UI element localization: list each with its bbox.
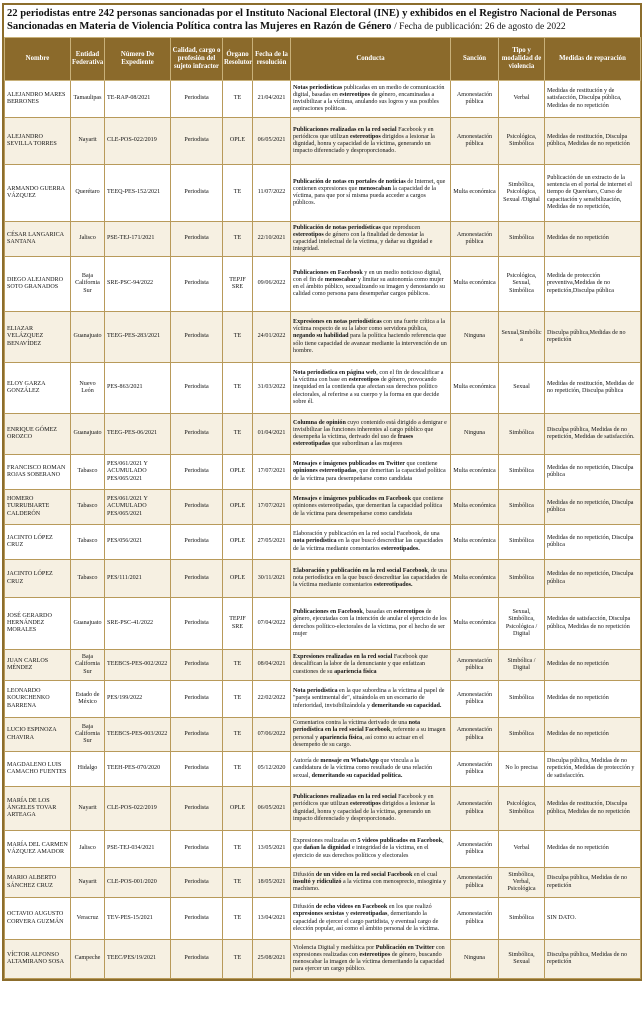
cell-entidad: Nuevo León <box>71 363 105 414</box>
cell-fecha: 06/05/2021 <box>253 787 291 831</box>
cell-entidad: Tamaulipas <box>71 81 105 118</box>
cell-medidas: Disculpa pública, Medidas de no repetición <box>545 868 641 898</box>
column-header: Entidad Federativa <box>71 38 105 81</box>
cell-expediente: TEEG-PES-283/2021 <box>105 312 171 363</box>
cell-sancion: Ninguna <box>451 940 499 979</box>
cell-tipo: Simbólica, Sexual <box>499 940 545 979</box>
cell-tipo: Psicológica, Simbólica <box>499 118 545 165</box>
cell-expediente: CLE-POS-001/2020 <box>105 868 171 898</box>
cell-medidas: Medidas de no repetición <box>545 650 641 681</box>
cell-nombre: MARIO ALBERTO SÁNCHEZ CRUZ <box>5 868 71 898</box>
cell-expediente: TEEBCS-PES-002/2022 <box>105 650 171 681</box>
cell-entidad: Veracruz <box>71 898 105 940</box>
table-row <box>5 681 641 718</box>
cell-sancion: Amonestación pública <box>451 222 499 257</box>
column-header: Fecha de la resolución <box>253 38 291 81</box>
cell-calidad: Periodista <box>171 831 223 868</box>
cell-nombre: ARMANDO GUERRA VÁZQUEZ <box>5 165 71 222</box>
cell-fecha: 07/04/2022 <box>253 598 291 650</box>
table-row <box>5 752 641 787</box>
cell-conducta: Publicaciones realizadas en la red social Facebook y en periódicos que utilizan estereotipos dirigidos a lesionar la dignidad, honra y capacidad de la víctima, generando un impacto diferenciado y desproporcionado. <box>291 118 451 165</box>
cell-organo: OPLE <box>223 455 253 490</box>
table-row <box>5 257 641 312</box>
cell-tipo: Simbólica <box>499 222 545 257</box>
cell-entidad: Baja California Sur <box>71 650 105 681</box>
cell-medidas: Medida de protección preventiva,Medidas de no repetición,Disculpa pública <box>545 257 641 312</box>
cell-sancion: Multa económica <box>451 560 499 598</box>
cell-organo: TE <box>223 363 253 414</box>
cell-tipo: Simbólica <box>499 455 545 490</box>
cell-conducta: Difusión de echo videos en Facebook en los que realizó expresiones sexistas y estereotipadas, demeritando la capacidad de ejercer el cargo partidista, y eventual cargo de elección popular, así como el ámbito personal de la víctima. <box>291 898 451 940</box>
cell-fecha: 07/06/2022 <box>253 718 291 752</box>
cell-organo: OPLE <box>223 560 253 598</box>
cell-conducta: Publicaciones en Facebook, basadas en estereotipos de género, ejecutadas con la intención de anular el ejercicio de los derechos político-electorales de la víctima, por el hecho de ser mujer <box>291 598 451 650</box>
cell-medidas: Medidas de restitución, Medidas de no repetición, Disculpa pública <box>545 363 641 414</box>
cell-sancion: Multa económica <box>451 490 499 525</box>
cell-organo: OPLE <box>223 118 253 165</box>
cell-fecha: 17/07/2021 <box>253 490 291 525</box>
cell-sancion: Amonestación pública <box>451 898 499 940</box>
cell-conducta: Publicaciones realizadas en la red social Facebook y en periódicos que utilizan estereotipos dirigidos a lesionar la dignidad, honra y capacidad de la víctima, generando un impacto diferenciado y desproporcionado. <box>291 787 451 831</box>
cell-tipo: Simbólica <box>499 718 545 752</box>
cell-fecha: 31/03/2022 <box>253 363 291 414</box>
cell-conducta: Difusión de un video en la red social Facebook en el cual insultó y ridiculizó a la víctima con menosprecio, misoginia y machismo. <box>291 868 451 898</box>
cell-fecha: 01/04/2021 <box>253 414 291 455</box>
cell-fecha: 17/07/2021 <box>253 455 291 490</box>
cell-calidad: Periodista <box>171 363 223 414</box>
cell-conducta: Elaboración y publicación en la red social Facebook, de una nota periodística en la que buscó descreditar las capacidades de la víctima mediante comentarios estereotipados. <box>291 560 451 598</box>
cell-expediente: SRE-PSC-94/2022 <box>105 257 171 312</box>
title-text: 22 periodistas entre 242 personas sancionadas por el Instituto Nacional Electoral (INE) y exhibidos en el Registro Nacional de Personas Sancionadas en Materia de Violencia Política contra las Mujeres en Razón de Género <box>7 8 617 32</box>
cell-entidad: Guanajuato <box>71 598 105 650</box>
cell-expediente: PES/199/2022 <box>105 681 171 718</box>
cell-organo: TE <box>223 650 253 681</box>
table-body <box>5 81 641 979</box>
cell-tipo: Simbólica <box>499 681 545 718</box>
table-row <box>5 414 641 455</box>
column-header: Nombre <box>5 38 71 81</box>
cell-tipo: Simbólica <box>499 490 545 525</box>
cell-organo: OPLE <box>223 525 253 560</box>
cell-medidas: Medidas de no repetición, Disculpa pública <box>545 525 641 560</box>
cell-medidas: Disculpa pública,Medidas de no repetición <box>545 312 641 363</box>
column-header: Medidas de reparación <box>545 38 641 81</box>
cell-entidad: Baja California Sur <box>71 257 105 312</box>
table-header-row <box>5 38 641 81</box>
table-row <box>5 363 641 414</box>
cell-organo: TE <box>223 165 253 222</box>
cell-fecha: 22/10/2021 <box>253 222 291 257</box>
cell-fecha: 13/04/2021 <box>253 898 291 940</box>
cell-medidas: Medidas de no repetición <box>545 831 641 868</box>
cell-conducta: Mensajes e imágenes publicados en Facebook que contiene opiniones estereotipadas, que demeritan la capacidad política de la víctima para desempeñarse como candidata <box>291 490 451 525</box>
cell-entidad: Querétaro <box>71 165 105 222</box>
cell-medidas: Medidas de restitución, Disculpa pública, Medidas de no repetición <box>545 118 641 165</box>
cell-expediente: TEEC/PES/19/2021 <box>105 940 171 979</box>
cell-conducta: Violencia Digital y mediática por Publicación en Twitter con expresiones realizadas con estereotipos de género, buscando menoscabar la imagen de la víctima demeritando la capacidad para ejercer un cargo público. <box>291 940 451 979</box>
cell-calidad: Periodista <box>171 118 223 165</box>
cell-tipo: No lo precisa <box>499 752 545 787</box>
cell-sancion: Amonestación pública <box>451 118 499 165</box>
table-row <box>5 118 641 165</box>
cell-conducta: Elaboración y publicación en la red social Facebook, de una nota periodística en la que buscó descreditar las capacidades de la víctima mediante comentarios estereotipados. <box>291 525 451 560</box>
cell-conducta: Expresiones realizadas en la red social Facebook que descalifican la labor de la denunciante y que enfatizan cuestiones de su apariencia física <box>291 650 451 681</box>
cell-fecha: 27/05/2021 <box>253 525 291 560</box>
cell-nombre: OCTAVIO AUGUSTO CORVERA GUZMÁN <box>5 898 71 940</box>
cell-calidad: Periodista <box>171 940 223 979</box>
cell-conducta: Autoría de mensaje en WhatsApp que vincula a la candidatura de la víctima como resultado de una relación sexual, demeritando su capacidad política. <box>291 752 451 787</box>
cell-sancion: Multa económica <box>451 165 499 222</box>
cell-expediente: CLE-POS-022/2019 <box>105 787 171 831</box>
cell-nombre: LUCIO ESPINOZA CHAVIRA <box>5 718 71 752</box>
cell-organo: TE <box>223 681 253 718</box>
cell-nombre: ELOY GARZA GONZÁLEZ <box>5 363 71 414</box>
column-header: Calidad, cargo o profesión del sujeto infractor <box>171 38 223 81</box>
cell-expediente: PES-863/2021 <box>105 363 171 414</box>
cell-medidas: Disculpa pública, Medidas de no repetición <box>545 940 641 979</box>
cell-calidad: Periodista <box>171 868 223 898</box>
cell-fecha: 21/04/2021 <box>253 81 291 118</box>
cell-entidad: Hidalgo <box>71 752 105 787</box>
cell-expediente: TEEG-PES-06/2021 <box>105 414 171 455</box>
cell-calidad: Periodista <box>171 525 223 560</box>
cell-calidad: Periodista <box>171 257 223 312</box>
cell-nombre: HOMERO TURRUBIARTE CALDERÓN <box>5 490 71 525</box>
cell-sancion: Multa económica <box>451 257 499 312</box>
cell-fecha: 30/11/2021 <box>253 560 291 598</box>
cell-nombre: MARÍA DE LOS ÁNGELES TOVAR ARTEAGA <box>5 787 71 831</box>
table-row <box>5 598 641 650</box>
cell-entidad: Jalisco <box>71 222 105 257</box>
cell-entidad: Nayarit <box>71 787 105 831</box>
cell-medidas: Medidas de no repetición, Disculpa pública <box>545 455 641 490</box>
cell-nombre: JACINTO LÓPEZ CRUZ <box>5 525 71 560</box>
cell-entidad: Guanajuato <box>71 312 105 363</box>
cell-sancion: Ninguna <box>451 312 499 363</box>
cell-expediente: TEEBCS-PES-003/2022 <box>105 718 171 752</box>
cell-organo: TE <box>223 868 253 898</box>
cell-calidad: Periodista <box>171 312 223 363</box>
cell-sancion: Multa económica <box>451 455 499 490</box>
cell-organo: TE <box>223 718 253 752</box>
cell-expediente: PSE-TEJ-034/2021 <box>105 831 171 868</box>
cell-calidad: Periodista <box>171 81 223 118</box>
column-header: Órgano Resolutor <box>223 38 253 81</box>
cell-expediente: PES/061/2021 Y ACUMULADO PES/065/2021 <box>105 455 171 490</box>
cell-medidas: Medidas de no repetición <box>545 718 641 752</box>
cell-calidad: Periodista <box>171 414 223 455</box>
cell-entidad: Nayarit <box>71 118 105 165</box>
cell-fecha: 25/08/2021 <box>253 940 291 979</box>
cell-calidad: Periodista <box>171 560 223 598</box>
cell-conducta: Nota periodística en la que subordina a la víctima al papel de "pareja sentimental de", situándola en un escenario de inferioridad, invisibilizándola y demeritando su capacidad. <box>291 681 451 718</box>
table-row <box>5 490 641 525</box>
cell-expediente: PES/056/2021 <box>105 525 171 560</box>
cell-fecha: 13/05/2021 <box>253 831 291 868</box>
cell-conducta: Expresiones realizadas en 5 videos publicados en Facebook, que dañan la dignidad e integridad de la víctima, en el ejercicio de sus derechos políticos y electorales <box>291 831 451 868</box>
cell-expediente: CLE-POS-022/2019 <box>105 118 171 165</box>
cell-nombre: ENRIQUE GÓMEZ OROZCO <box>5 414 71 455</box>
cell-expediente: SRE-PSC-41/2022 <box>105 598 171 650</box>
cell-tipo: Simbólica <box>499 414 545 455</box>
cell-organo: OPLE <box>223 787 253 831</box>
document-title <box>4 5 640 37</box>
cell-entidad: Tabasco <box>71 490 105 525</box>
sanctions-table <box>4 37 641 979</box>
cell-sancion: Amonestación pública <box>451 787 499 831</box>
cell-expediente: PSE-TEJ-171/2021 <box>105 222 171 257</box>
cell-entidad: Tabasco <box>71 525 105 560</box>
cell-nombre: ELIAZAR VELÁZQUEZ BENAVÍDEZ <box>5 312 71 363</box>
table-row <box>5 650 641 681</box>
table-row <box>5 718 641 752</box>
cell-entidad: Tabasco <box>71 455 105 490</box>
cell-sancion: Amonestación pública <box>451 831 499 868</box>
column-header: Sanción <box>451 38 499 81</box>
table-row <box>5 940 641 979</box>
cell-tipo: Simbólica, Verbal, Psicológica <box>499 868 545 898</box>
cell-conducta: Publicación de notas periodísticas que reproducen estereotipos de género con la finalidad de denostar la capacidad intelectual de la víctima, y dañar su dignidad e integridad. <box>291 222 451 257</box>
cell-calidad: Periodista <box>171 681 223 718</box>
cell-tipo: Simbólica <box>499 525 545 560</box>
column-header: Número De Expediente <box>105 38 171 81</box>
cell-nombre: FRANCISCO ROMAN ROJAS SOBERANO <box>5 455 71 490</box>
cell-calidad: Periodista <box>171 490 223 525</box>
column-header: Tipo y modalidad de violencia <box>499 38 545 81</box>
cell-medidas: Medidas de satisfacción, Disculpa pública, Medidas de no repetición <box>545 598 641 650</box>
cell-medidas: Publicación de un extracto de la sentencia en el portal de internet el tiempo de Querétaro, Curso de capacitación y sensibilización, Medidas de no repetición, <box>545 165 641 222</box>
cell-fecha: 18/05/2021 <box>253 868 291 898</box>
cell-entidad: Tabasco <box>71 560 105 598</box>
table-row <box>5 455 641 490</box>
table-row <box>5 831 641 868</box>
cell-calidad: Periodista <box>171 455 223 490</box>
cell-fecha: 24/01/2022 <box>253 312 291 363</box>
cell-medidas: Medidas de no repetición <box>545 681 641 718</box>
table-row <box>5 222 641 257</box>
cell-calidad: Periodista <box>171 165 223 222</box>
table-row <box>5 165 641 222</box>
column-header: Conducta <box>291 38 451 81</box>
cell-conducta: Columna de opinión cuyo contenido está dirigido a denigrar e invisibilizar las funciones inherentes al cargo público que desempeña la víctima, derivado del uso de frases estereotipadas que subordinan a las mujeres <box>291 414 451 455</box>
cell-medidas: Medidas de restitución y de satisfacción, Disculpa pública, Medidas de no repetición <box>545 81 641 118</box>
cell-nombre: JACINTO LÓPEZ CRUZ <box>5 560 71 598</box>
cell-sancion: Multa económica <box>451 598 499 650</box>
cell-tipo: Simbólica / Digital <box>499 650 545 681</box>
cell-entidad: Campeche <box>71 940 105 979</box>
cell-organo: TE <box>223 752 253 787</box>
cell-sancion: Ninguna <box>451 414 499 455</box>
cell-tipo: Simbólica <box>499 560 545 598</box>
cell-sancion: Multa económica <box>451 363 499 414</box>
cell-conducta: Mensajes e imágenes publicados en Twitter que contiene opiniones estereotipadas, que demeritan la capacidad política de la víctima para desempeñarse como candidata <box>291 455 451 490</box>
cell-sancion: Amonestación pública <box>451 81 499 118</box>
cell-tipo: Verbal <box>499 81 545 118</box>
cell-organo: TE <box>223 414 253 455</box>
cell-entidad: Nayarit <box>71 868 105 898</box>
cell-tipo: Psicológica, Sexual, Simbólica <box>499 257 545 312</box>
cell-calidad: Periodista <box>171 898 223 940</box>
cell-medidas: Disculpa pública, Medidas de no repetición, Medidas de protección y de satisfacción. <box>545 752 641 787</box>
cell-calidad: Periodista <box>171 222 223 257</box>
cell-nombre: MAGDALENO LUIS CAMACHO FUENTES <box>5 752 71 787</box>
cell-entidad: Estado de México <box>71 681 105 718</box>
cell-sancion: Amonestación pública <box>451 752 499 787</box>
cell-organo: TE <box>223 222 253 257</box>
cell-nombre: JOSÉ GERARDO HERNÁNDEZ MORALES <box>5 598 71 650</box>
cell-calidad: Periodista <box>171 752 223 787</box>
cell-sancion: Amonestación pública <box>451 650 499 681</box>
cell-tipo: Simbólica <box>499 898 545 940</box>
cell-medidas: Medidas de no repetición, Disculpa pública <box>545 490 641 525</box>
cell-nombre: JUAN CARLOS MÉNDEZ <box>5 650 71 681</box>
cell-medidas: Disculpa pública, Medidas de no repetición, Medidas de satisfacción. <box>545 414 641 455</box>
table-row <box>5 525 641 560</box>
table-row <box>5 787 641 831</box>
cell-expediente: PES/061/2021 Y ACUMULADO PES/065/2021 <box>105 490 171 525</box>
cell-sancion: Multa económica <box>451 525 499 560</box>
cell-fecha: 08/04/2021 <box>253 650 291 681</box>
table-row <box>5 868 641 898</box>
cell-tipo: Sexual <box>499 363 545 414</box>
cell-conducta: Nota periodística en página web, con el fin de descalificar a la víctima con base en estereotipos de género, provocando inequidad en la contienda que afectan sus derechos político electorales, al referirse a su cuerpo y la forma en que decide sobre él. <box>291 363 451 414</box>
cell-sancion: Amonestación pública <box>451 718 499 752</box>
cell-medidas: Medidas de restitución, Disculpa pública, Medidas de no repetición <box>545 787 641 831</box>
cell-nombre: ALEJANDRO MARES BERRONES <box>5 81 71 118</box>
cell-organo: TEPJF SRE <box>223 598 253 650</box>
document-frame <box>2 3 642 981</box>
cell-nombre: MARÍA DEL CARMEN VÁZQUEZ AMADOR <box>5 831 71 868</box>
cell-organo: TE <box>223 898 253 940</box>
cell-calidad: Periodista <box>171 650 223 681</box>
cell-tipo: Sexual, Simbólica, Psicológica / Digital <box>499 598 545 650</box>
cell-conducta: Expresiones en notas periodísticas con una fuerte crítica a la víctima respecto de su la labor como servidora pública, negando su habilidad para la política haciendo referencia que sólo tiene capacidad de avanzar mediante la intervención de un hombre. <box>291 312 451 363</box>
cell-entidad: Jalisco <box>71 831 105 868</box>
table-row <box>5 81 641 118</box>
table-row <box>5 560 641 598</box>
cell-expediente: TE-RAP-08/2021 <box>105 81 171 118</box>
cell-organo: TE <box>223 312 253 363</box>
cell-entidad: Guanajuato <box>71 414 105 455</box>
cell-sancion: Amonestación pública <box>451 868 499 898</box>
cell-conducta: Comentarios contra la víctima derivado de una nota periodística en la red social Facebook, referente a su imagen personal y apariencia física, así como su actuar en el desempeño de su cargo. <box>291 718 451 752</box>
cell-tipo: Sexual,Simbólica <box>499 312 545 363</box>
cell-nombre: DIEGO ALEJANDRO SOTO GRANADOS <box>5 257 71 312</box>
cell-conducta: Publicación de notas en portales de noticias de Internet, que contienen expresiones que menoscaban la capacidad de la víctima, para que por sí misma pueda acceder a cargos públicos. <box>291 165 451 222</box>
cell-fecha: 05/12/2020 <box>253 752 291 787</box>
cell-fecha: 22/02/2022 <box>253 681 291 718</box>
cell-expediente: PES/111/2021 <box>105 560 171 598</box>
cell-calidad: Periodista <box>171 598 223 650</box>
cell-organo: TE <box>223 831 253 868</box>
cell-expediente: TEV-PES-15/2021 <box>105 898 171 940</box>
cell-tipo: Simbólica, Psicológica, Sexual /Digital <box>499 165 545 222</box>
table-row <box>5 898 641 940</box>
cell-entidad: Baja California Sur <box>71 718 105 752</box>
cell-conducta: Notas periodísticas publicadas en un medio de comunicación digital, basadas en estereotipos de género, encaminadas a invisibilizar a la víctima, anulando sus logros y sus posibles aspiraciones políticas. <box>291 81 451 118</box>
cell-sancion: Amonestación pública <box>451 681 499 718</box>
cell-fecha: 06/05/2021 <box>253 118 291 165</box>
cell-calidad: Periodista <box>171 787 223 831</box>
cell-medidas: SIN DATO. <box>545 898 641 940</box>
cell-tipo: Verbal <box>499 831 545 868</box>
cell-organo: TE <box>223 940 253 979</box>
publication-date-note: / Fecha de publicación: 26 de agosto de 2022 <box>394 22 566 32</box>
cell-nombre: ALEJANDRO SEVILLA TORRES <box>5 118 71 165</box>
cell-nombre: LEONARDO KOURCHENKO BARRENA <box>5 681 71 718</box>
cell-fecha: 11/07/2022 <box>253 165 291 222</box>
cell-medidas: Medidas de no repetición, Disculpa pública <box>545 560 641 598</box>
cell-organo: TEPJF SRE <box>223 257 253 312</box>
cell-expediente: TEEQ-PES-152/2021 <box>105 165 171 222</box>
table-row <box>5 312 641 363</box>
cell-nombre: CÉSAR LANGARICA SANTANA <box>5 222 71 257</box>
cell-conducta: Publicaciones en Facebook y en un medio noticioso digital, con el fin de menoscabar y limitar su autonomía como mujer en el ámbito público, sexualizando su imagen y denostando su calidad como persona para desempeñar cargos públicos. <box>291 257 451 312</box>
cell-medidas: Medidas de no repetición <box>545 222 641 257</box>
cell-nombre: VÍCTOR ALFONSO ALTAMIRANO SOSA <box>5 940 71 979</box>
cell-calidad: Periodista <box>171 718 223 752</box>
cell-organo: TE <box>223 81 253 118</box>
cell-fecha: 09/06/2022 <box>253 257 291 312</box>
cell-organo: OPLE <box>223 490 253 525</box>
cell-expediente: TEEH-PES-070/2020 <box>105 752 171 787</box>
cell-tipo: Psicológica, Simbólica <box>499 787 545 831</box>
